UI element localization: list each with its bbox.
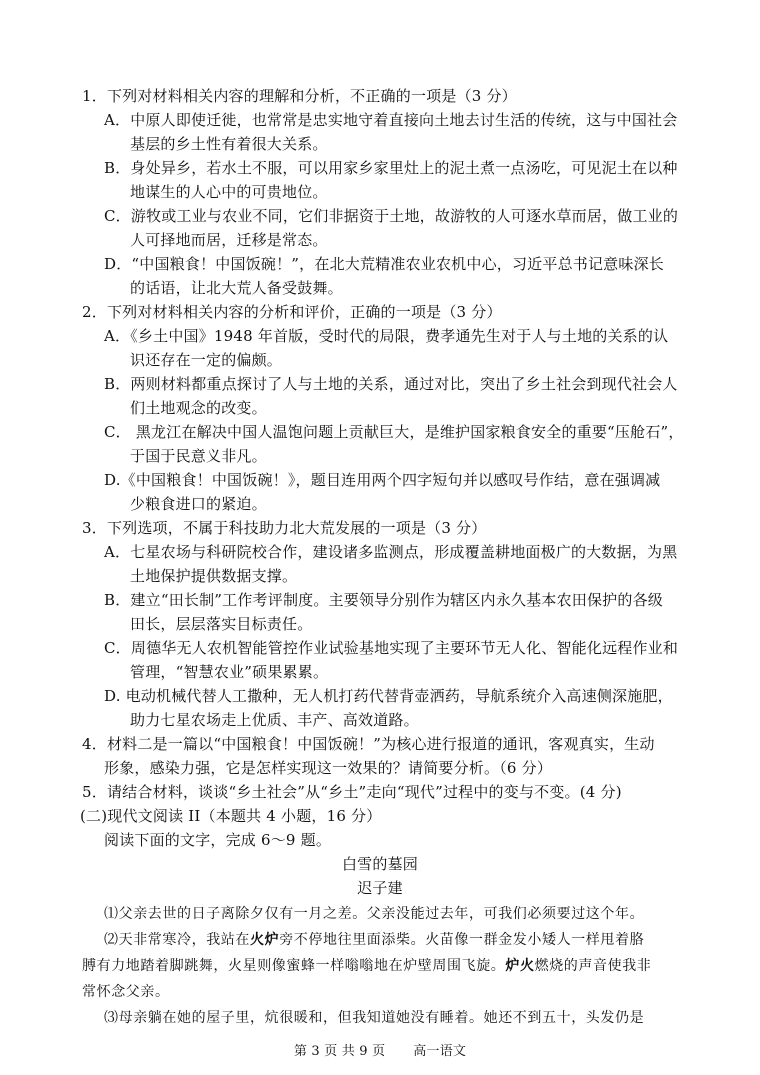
question-3-option-c: C．周德华无人农机智能管控作业试验基地实现了主要环节无人化、智能化远程作业和: [104, 639, 679, 657]
passage-paragraph-2-line-2: [82, 954, 651, 978]
question-1-option-a: A．中原人即使迁徙，也常常是忠实地守着直接向土地去讨生活的传统，这与中国社会: [104, 111, 678, 129]
question-3-option-a-cont: 土地保护提供数据支撑。: [130, 567, 298, 585]
question-1-stem: 1．下列对材料相关内容的理解和分析，不正确的一项是（3 分）: [82, 87, 517, 105]
question-2-stem: 2．下列对材料相关内容的分析和评价，正确的一项是（3 分）: [82, 303, 502, 321]
passage-paragraph-1: ⑴父亲去世的日子离除夕仅有一月之差。父亲没能过去年，可我们必须要过这个年。: [104, 906, 645, 922]
page-footer: [0, 1040, 760, 1064]
question-1-option-d-cont: 的话语，让北大荒人备受鼓舞。: [130, 279, 343, 297]
passage-paragraph-3: ⑶母亲躺在她的屋子里，炕很暖和，但我知道她没有睡着。她还不到五十，头发仍是: [104, 1010, 645, 1026]
passage-text: 燃烧的声音使我非: [534, 958, 652, 974]
passage-bold-term: 炉火: [505, 958, 535, 974]
question-1-option-c-cont: 人可择地而居，迁移是常态。: [130, 231, 328, 249]
question-1-option-c: C．游牧或工业与农业不同，它们非据资于土地，故游牧的人可逐水草而居，做工业的: [104, 207, 679, 225]
question-1-option-d: D．“中国粮食！中国饭碗！”，在北大荒精准农业农机中心，习近平总书记意味深长: [104, 255, 664, 273]
question-3-option-d-cont: 助力七星农场走上优质、丰产、高效道路。: [130, 711, 419, 729]
question-2-option-a-cont: 识还存在一定的偏颇。: [130, 351, 283, 369]
question-1-option-b: B．身处异乡，若水土不服，可以用家乡家里灶上的泥土煮一点汤吃，可见泥土在以种: [104, 159, 678, 177]
question-4-stem-cont: 形象，感染力强，它是怎样实现这一效果的？请简要分析。（6 分）: [104, 759, 553, 777]
passage-title: 白雪的墓园: [341, 855, 418, 873]
question-3-option-c-cont: 管理，“智慧农业”硕果累累。: [130, 663, 329, 681]
passage-text: 旁不停地往里面添柴。火苗像一群金发小矮人一样甩着胳: [279, 932, 645, 948]
question-2-option-c-cont: 于国于民意义非凡。: [130, 447, 267, 465]
passage-author: 迟子建: [357, 879, 403, 897]
question-2-option-d: D.《中国粮食！中国饭碗！》，题目连用两个四字短句并以感叹号作结，意在强调减: [104, 471, 661, 489]
section-heading: (二)现代文阅读 II（本题共 4 小题，16 分）: [80, 807, 382, 825]
passage-text: ⑵天非常寒冷，我站在: [104, 932, 250, 948]
passage-text: 膊有力地踏着脚跳舞，火星则像蜜蜂一样嗡嗡地在炉壁周围飞旋。: [82, 958, 506, 974]
passage-paragraph-2: [104, 928, 644, 952]
passage-paragraph-2-line-3: 常怀念父亲。: [82, 984, 170, 1000]
passage-bold-term: 火炉: [250, 932, 280, 948]
question-3-option-b-cont: 田长，层层落实目标责任。: [130, 615, 313, 633]
section-instruction: 阅读下面的文字，完成 6～9 题。: [104, 831, 332, 849]
question-3-option-b: B．建立“田长制”工作考评制度。主要领导分别作为辖区内永久基本农田保护的各级: [104, 591, 663, 609]
question-3-option-d: D. 电动机械代替人工撒种，无人机打药代替背壶洒药，导航系统介入高速侧深施肥，: [104, 687, 673, 705]
page-number: 第 3 页 共 9 页: [293, 1044, 386, 1059]
question-5-stem: 5．请结合材料，谈谈“乡土社会”从“乡土”走向“现代”过程中的变与不变。(4 分): [82, 783, 622, 801]
question-1-option-a-cont: 基层的乡土性有着很大关系。: [130, 135, 328, 153]
question-2-option-a: A．《乡土中国》1948 年首版，受时代的局限，费孝通先生对于人与土地的关系的认: [104, 327, 669, 345]
question-3-option-a: A．七星农场与科研院校合作，建设诸多监测点，形成覆盖耕地面极广的大数据，为黑: [104, 543, 678, 561]
question-2-option-b: B．两则材料都重点探讨了人与土地的关系，通过对比，突出了乡土社会到现代社会人: [104, 375, 678, 393]
question-4-stem: 4．材料二是一篇以“中国粮食！中国饭碗！”为核心进行报道的通讯，客观真实，生动: [82, 735, 655, 753]
question-2-option-b-cont: 们土地观念的改变。: [130, 399, 267, 417]
question-3-stem: 3．下列选项，不属于科技助力北大荒发展的一项是（3 分）: [82, 519, 487, 537]
question-1-option-b-cont: 地谋生的人心中的可贵地位。: [130, 183, 328, 201]
question-2-option-d-cont: 少粮食进口的紧迫。: [130, 495, 267, 513]
subject-label: 高一语文: [413, 1044, 467, 1059]
question-2-option-c: C． 黑龙江在解决中国人温饱问题上贡献巨大，是维护国家粮食安全的重要“压舱石”，: [104, 423, 684, 441]
